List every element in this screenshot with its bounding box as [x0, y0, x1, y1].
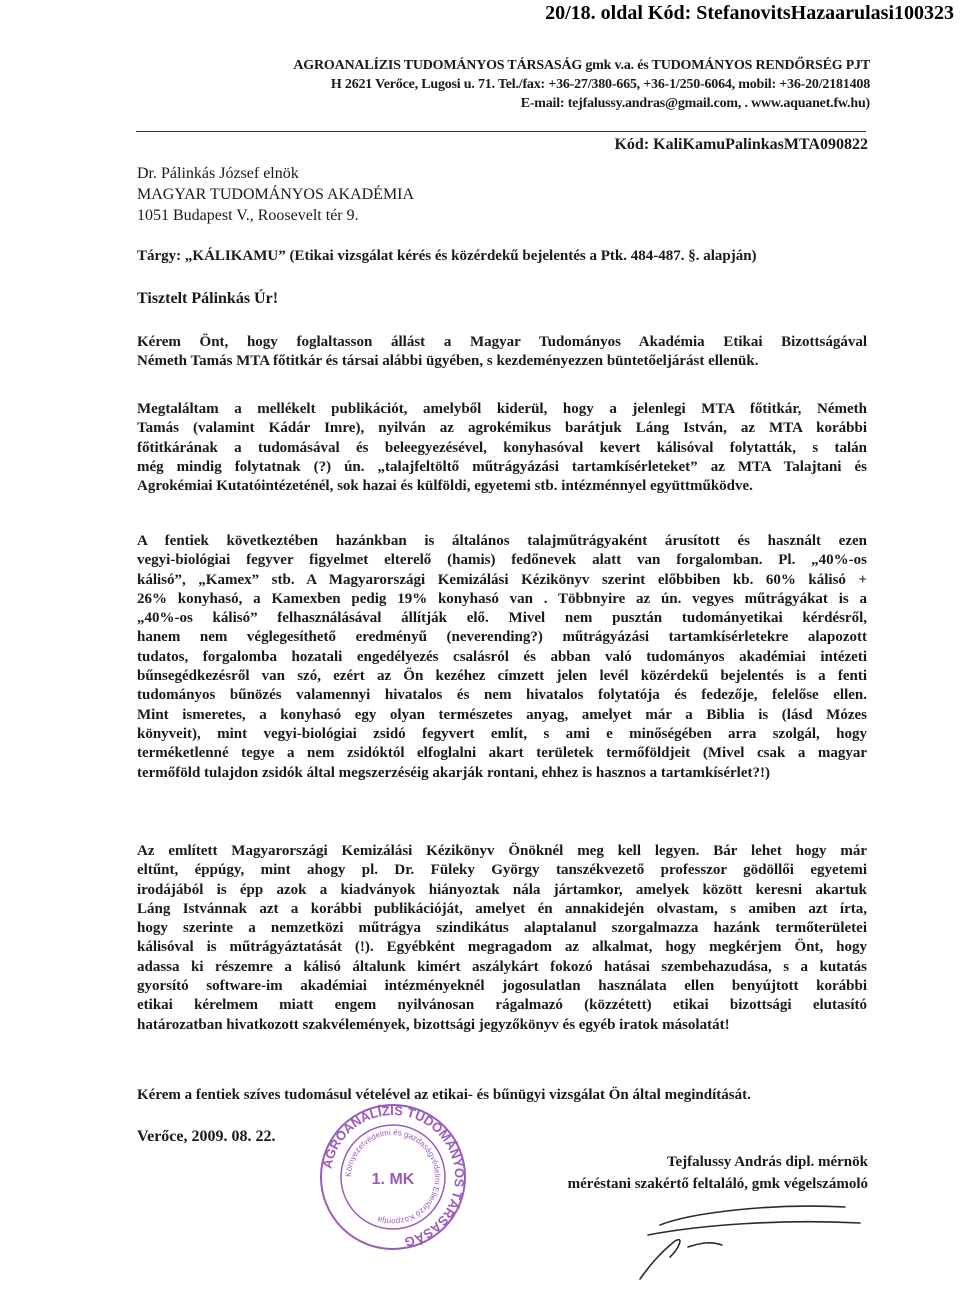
- text-line: kálisóval is műtrágyáztatását (!). Egyébként megragadom az alkalmat, hogy megkérjem Önt, hogy: [137, 939, 867, 956]
- signatory-block: [568, 1151, 868, 1195]
- code-line: Kód: KaliKamuPalinkasMTA090822: [614, 136, 868, 153]
- text-line: tudatos, forgalomba hozatali engedélyezés csalásról és abban való tudományos akadémiai intézeti: [137, 648, 867, 665]
- text-line: hogy szerinte a nemzetközi műtrágya szindikátus alaptalanul szorgalmazza hazánk termőterületei: [137, 920, 867, 937]
- text-line: eltűnt, éppúgy, mint ahogy pl. Dr. Füleky György tanszékvezető professzor gödöllői egyetemi: [137, 862, 867, 879]
- salutation: Tisztelt Pálinkás Úr!: [137, 290, 279, 307]
- signatory-name: Tejfalussy András dipl. mérnök: [666, 1154, 868, 1170]
- text-line: határozatban hivatkozott szakvélemények, bizottsági jegyzőkönyv és egyéb iratok másolatát!: [137, 1016, 730, 1033]
- text-line: gyorsító software-im akadémiai intézményeknél jogosulatlan használata ellen benyújtott korábbi: [137, 978, 867, 995]
- text-line: 26% konyhasó, a Kamexben pedig 19% konyhasó van . Többnyire az ún. vegyes műtrágyákat is a: [137, 590, 867, 607]
- scanned-letter: [0, 30, 960, 1299]
- text-line: Németh Tamás MTA főtitkár és társai alábbi ügyében, s kezdeményezzen büntetőeljárást ellenük.: [137, 353, 759, 370]
- text-line: Az említett Magyarországi Kemizálási Kézikönyv Önöknél meg kell legyen. Bár lehet hogy már: [137, 843, 867, 859]
- recipient-address: 1051 Budapest V., Roosevelt tér 9.: [137, 207, 359, 224]
- letterhead-line-1: AGROANALÍZIS TUDOMÁNYOS TÁRSASÁG gmk v.a. és TUDOMÁNYOS RENDŐRSÉG PJT: [293, 58, 870, 73]
- page-header: 20/18. oldal Kód: StefanovitsHazaarulasi100323: [545, 2, 954, 24]
- paragraph-4: [137, 842, 867, 1035]
- paragraph-3: [137, 532, 867, 783]
- text-line: etikai kérelmem miatt engem nyilvánosan rágalmazó (közzétett) etikai bizottsági elutasító: [137, 997, 867, 1014]
- letterhead-line-2: H 2621 Verőce, Lugosi u. 71. Tel./fax: +36-27/380-665, +36-1/250-6064, mobil: +36-20/2181408: [330, 77, 870, 92]
- text-line: bűnsegédkezésről van szó, ezért az Ön kezéhez címzett jelen levél közérdekű bejelentés is a fenti: [137, 668, 867, 685]
- text-line: Láng Istvánnak azt a korábbi publikációját, amelyet én annakidején olvastam, s amiben azt írta,: [137, 900, 867, 917]
- text-line: A fentiek következtében hazánkban is általános talajműtrágyaként árusított és használt ezen: [137, 533, 867, 549]
- letterhead-line-3: E-mail: tejfalussy.andras@gmail.com, . www.aquanet.fw.hu): [520, 96, 870, 111]
- text-line: Mint ismeretes, a konyhasó egy olyan természetes anyag, amelyet már a Biblia is (lásd Mózes: [137, 706, 867, 723]
- paragraph-2: [137, 400, 867, 496]
- handwritten-signature: [600, 1195, 880, 1285]
- paragraph-1: [137, 333, 867, 372]
- official-stamp: [318, 1102, 468, 1252]
- text-line: adassa ki részemre a kálisó általunk kimért aszálykárt fokozó hatásai szembehazudása, s a kutatás: [137, 958, 867, 975]
- recipient-block: [137, 163, 414, 226]
- letterhead: [240, 56, 870, 113]
- stamp-center-text: 1. MK: [371, 1171, 415, 1188]
- text-line: Tamás (valamint Kádár Imre), nyilván az agrokémikus barátjuk Láng István, az MTA korábbi: [137, 420, 867, 437]
- text-line: „40%-os kálisó” felhasználásával állítják elő. Mivel nem pusztán tudományetikai kérdésről,: [137, 610, 867, 627]
- text-line: főtitkárának a tudomásával és beleegyezésével, konyhasóval kevert kálisóval folytatták, s talán: [137, 439, 867, 456]
- date-line: Verőce, 2009. 08. 22.: [137, 1128, 276, 1145]
- text-line: irodájából is épp azok a kiadványok hiányoztak nála jártamkor, amelyek között keresni akartuk: [137, 881, 867, 898]
- text-line: termőföld tulajdon zsidók által megszerzéséig akarják rontani, ehhez is hasznos a tartamkísérlet?!): [137, 764, 770, 781]
- stamp-outer-text: AGROANALÍZIS TUDOMÁNYOS TÁRSASÁG: [319, 1102, 468, 1250]
- text-line: Kérem Önt, hogy foglaltasson állást a Magyar Tudományos Akadémia Etikai Bizottságával: [137, 334, 867, 350]
- text-line: még mindig folytatnak (?) ún. „talajfeltöltő műtrágyázási tartamkísérleteket” az MTA Talajtani és: [137, 458, 867, 475]
- text-line: vegyi-biológiai fegyver figyelmet elterelő (hamis) fedőnevek alatt van forgalomban. Pl. „40%-os: [137, 552, 867, 569]
- text-line: kálisó”, „Kamex” stb. A Magyarországi Kemizálási Kézikönyv szerint előbbiben kb. 60% kálisó +: [137, 571, 867, 588]
- text-line: hanem nem véglegesíthető eredményű (neverending?) műtrágyázási tartamkísérletekre alapozott: [137, 629, 867, 646]
- letterhead-divider: [136, 131, 866, 132]
- recipient-org: MAGYAR TUDOMÁNYOS AKADÉMIA: [137, 186, 415, 203]
- text-line: Megtaláltam a mellékelt publikációt, amelyből kiderül, hogy a jelenlegi MTA főtitkár, Németh: [137, 401, 867, 417]
- text-line: könyveit), mint vegyi-biológiai zsidó fegyvert említ, s ami e minőségében arra szolgál, hogy: [137, 725, 867, 742]
- recipient-name: Dr. Pálinkás József elnök: [137, 165, 299, 182]
- signatory-title: méréstani szakértő feltaláló, gmk végelszámoló: [567, 1176, 868, 1192]
- text-line: tudományos bűnözés valamennyi hivatalos és nem hivatalos folytatója és fedezője, felelőse ellen.: [137, 687, 867, 704]
- text-line: terméketlenné tegye a nem zsidóktól elfoglalni akart területek termőföldjeit (Mivel csak a magyar: [137, 745, 867, 762]
- text-line: Agrokémiai Kutatóintézeténél, sok hazai és külföldi, egyetemi stb. intézménnyel együttműködve.: [137, 478, 753, 495]
- text-line: Kérem a fentiek szíves tudomásul vételével az etikai- és bűnügyi vizsgálat Ön által megindítását.: [137, 1087, 751, 1103]
- subject-line: Tárgy: „KÁLIKAMU” (Etikai vizsgálat kérés és közérdekű bejelentés a Ptk. 484-487. §. alapján): [137, 248, 757, 264]
- paragraph-5: [137, 1086, 867, 1105]
- stamp-inner-text: Környezetvédelmi és gazdaságvédelmi Ellenőrző Központja: [343, 1127, 443, 1227]
